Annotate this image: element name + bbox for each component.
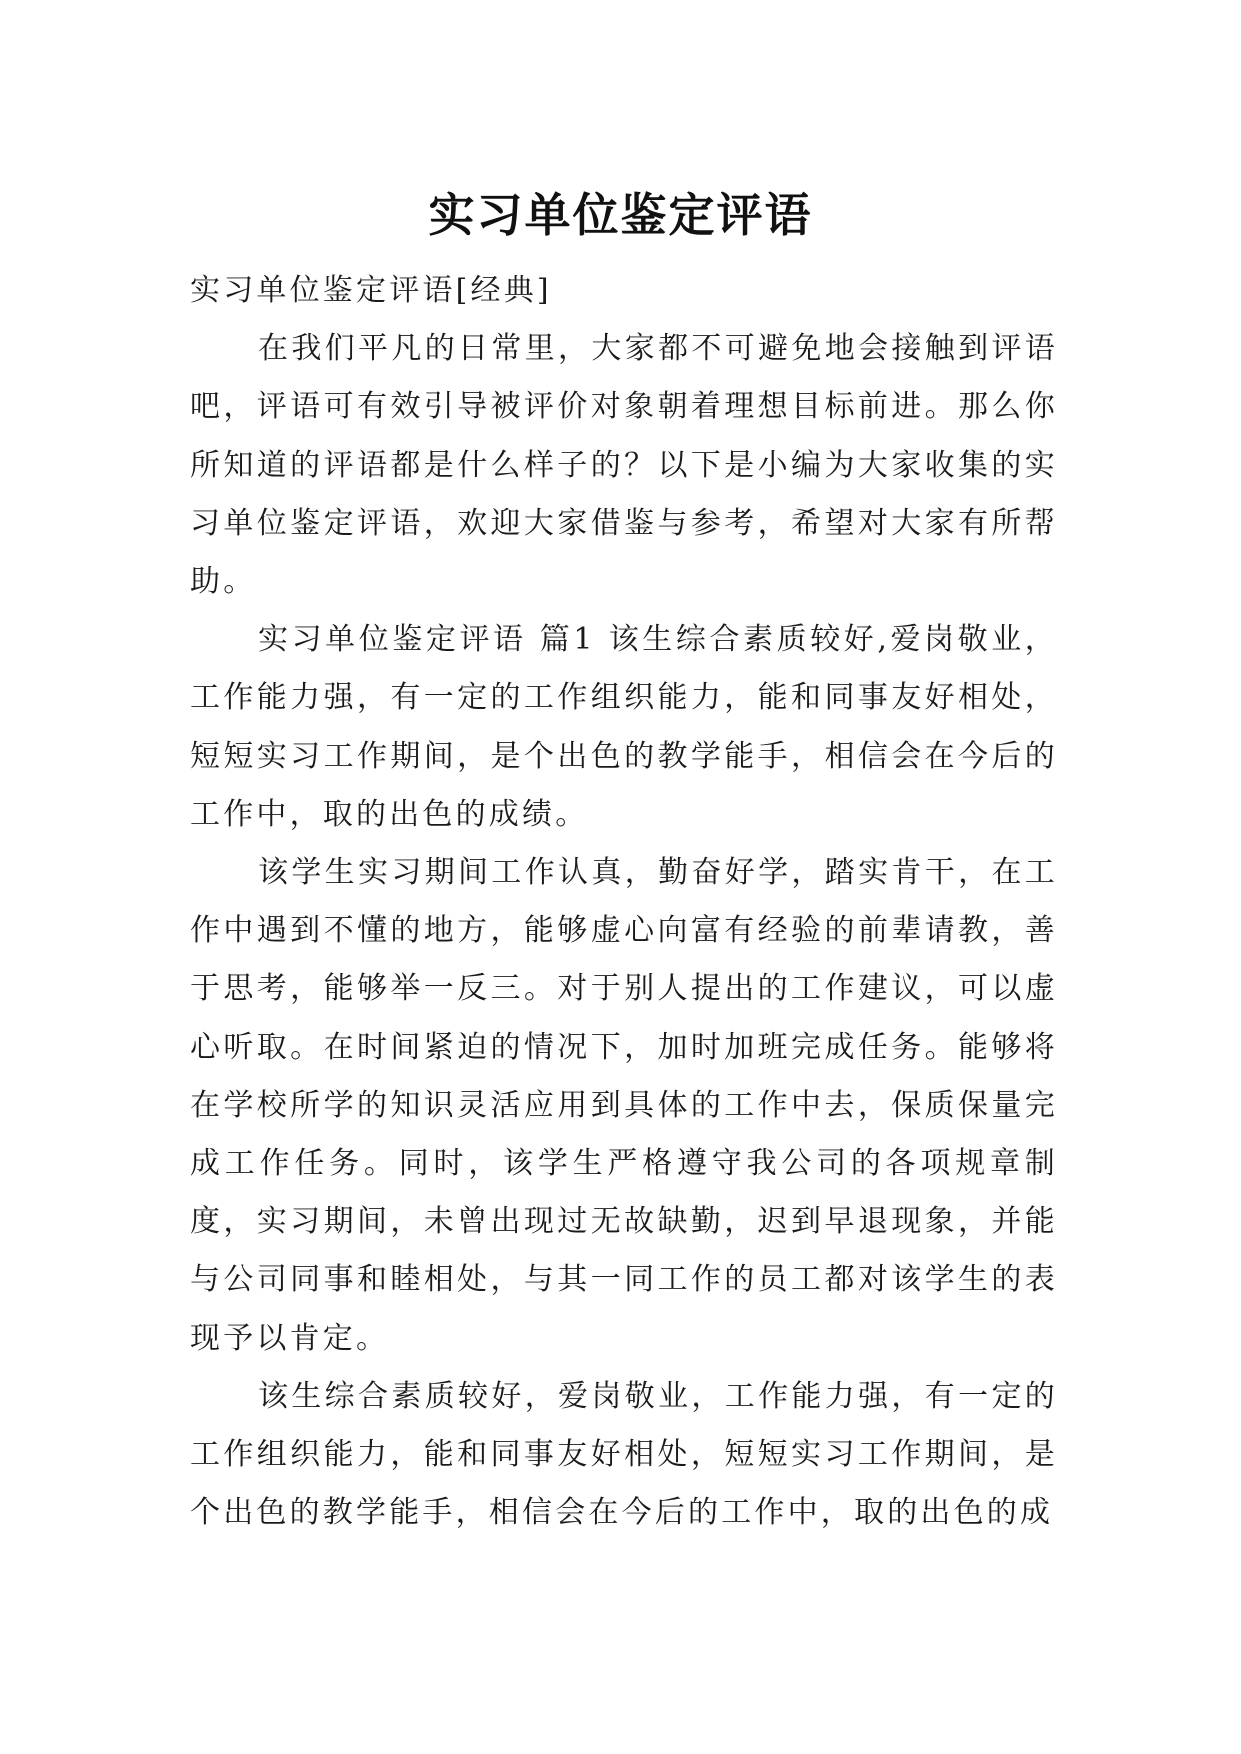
body-paragraph: 该生综合素质较好，爱岗敬业，工作能力强，有一定的工作组织能力，能和同事友好相处，短短实习工作期间，是个出色的教学能手，相信会在今后的工作中，取的出色的成 xyxy=(190,1378,1058,1531)
intro-paragraph: 在我们平凡的日常里，大家都不可避免地会接触到评语吧，评语可有效引导被评价对象朝着理想目标前进。那么你所知道的评语都是什么样子的？以下是小编为大家收集的实习单位鉴定评语，欢迎大家借鉴与参考，希望对大家有所帮助。 xyxy=(190,331,1058,600)
document-title: 实习单位鉴定评语 xyxy=(428,187,813,242)
body-paragraph: 该学生实习期间工作认真，勤奋好学，踏实肯干，在工作中遇到不懂的地方，能够虚心向富有经验的前辈请教，善于思考，能够举一反三。对于别人提出的工作建议，可以虚心听取。在时间紧迫的情况下，加时加班完成任务。能够将在学校所学的知识灵活应用到具体的工作中去，保质保量完成工作任务。同时，该学生严格遵守我公司的各项规章制度，实习期间，未曾出现过无故缺勤，迟到早退现象，并能与公司同事和睦相处，与其一同工作的员工都对该学生的表现予以肯定。 xyxy=(190,855,1058,1356)
body-paragraph: 实习单位鉴定评语 篇1 该生综合素质较好,爱岗敬业，工作能力强，有一定的工作组织能力，能和同事友好相处，短短实习工作期间，是个出色的教学能手，相信会在今后的工作中，取的出色的成绩。 xyxy=(190,622,1058,832)
document-body xyxy=(190,262,1058,1542)
document-subtitle: 实习单位鉴定评语[经典] xyxy=(190,273,552,308)
